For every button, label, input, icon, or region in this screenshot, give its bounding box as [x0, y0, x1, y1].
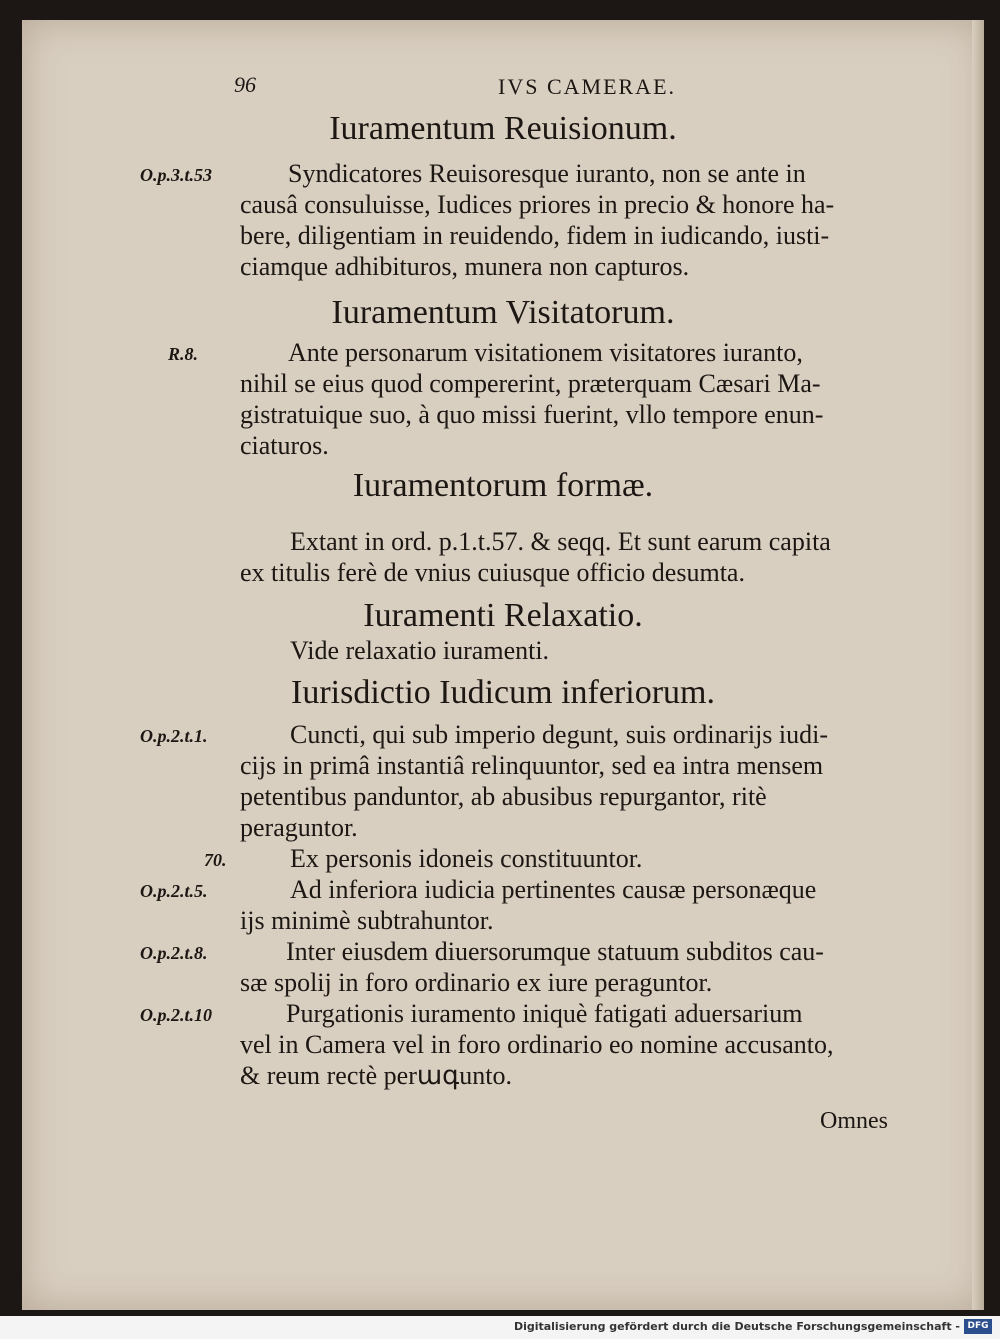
text-line: cijs in primâ instantiâ relinquuntor, sed ea intra mensem — [240, 751, 824, 780]
footer-bar — [0, 1316, 1000, 1339]
text-line: Ante personarum visitationem visitatores iuranto, — [288, 338, 803, 367]
marginal-note: O.p.2.t.1. — [140, 726, 208, 746]
text-line: bere, diligentiam in reuidendo, fidem in iudicando, iusti- — [240, 221, 830, 250]
catchword: Omnes — [820, 1108, 888, 1134]
text-line: ex titulis ferè de vnius cuiusque officio desumta. — [240, 558, 745, 587]
text-line: Ad inferiora iudicia pertinentes causæ personæque — [290, 875, 817, 904]
section-heading: Iuramenti Relaxatio. — [363, 597, 643, 634]
text-line: peraguntor. — [240, 813, 358, 842]
section-heading: Iuramentum Visitatorum. — [331, 294, 675, 331]
running-title: IVS CAMERAE. — [498, 74, 677, 99]
text-line: causâ consuluisse, Iudices priores in precio & honore ha- — [240, 190, 835, 219]
section-heading: Iuramentorum formæ. — [352, 467, 654, 504]
text-line: Cuncti, qui sub imperio degunt, suis ordinarijs iudi- — [290, 720, 829, 749]
section-heading: Iuramentum Reuisionum. — [329, 110, 677, 147]
text-line: Purgationis iuramento iniquè fatigati aduersarium — [286, 999, 803, 1028]
book-page — [22, 20, 984, 1310]
text-line: Ex personis idoneis constituuntor. — [290, 844, 643, 873]
text-line: ijs minimè subtrahuntor. — [240, 906, 494, 935]
page-number: 96 — [234, 72, 256, 97]
marginal-note: O.p.3.t.53 — [140, 165, 212, 185]
text-line: Vide relaxatio iuramenti. — [290, 636, 550, 665]
footer-credit: Digitalisierung gefördert durch die Deutsche Forschungsgemeinschaft - — [513, 1320, 960, 1333]
marginal-note: O.p.2.t.5. — [140, 881, 208, 901]
marginal-note: O.p.2.t.10 — [140, 1005, 212, 1025]
text-line: vel in Camera vel in foro ordinario eo nomine accusanto, — [240, 1030, 834, 1059]
text-line: Extant in ord. p.1.t.57. & seqq. Et sunt earum capita — [290, 527, 831, 556]
text-line: Syndicatores Reuisoresque iuranto, non se ante in — [288, 159, 806, 188]
text-line: sæ spolij in foro ordinario ex iure peraguntor. — [240, 968, 713, 997]
page-gutter — [972, 20, 984, 1310]
running-head — [22, 72, 984, 112]
text-line: Inter eiusdem diuersorumque statuum subditos cau- — [286, 937, 824, 966]
marginal-note: O.p.2.t.8. — [140, 943, 208, 963]
marginal-note: R.8. — [168, 344, 199, 364]
text-line: petentibus panduntor, ab abusibus repurgantor, ritè — [240, 782, 767, 811]
text-line: nihil se eius quod compererint, præterquam Cæsari Ma- — [240, 369, 821, 398]
text-line: & reum rectè perագunto. — [240, 1061, 512, 1090]
dfg-logo-icon: DFG — [964, 1319, 992, 1334]
text-line: ciamque adhibituros, munera non capturos. — [240, 252, 690, 281]
text-line: gistratuique suo, à quo missi fuerint, vllo tempore enun- — [240, 400, 824, 429]
section-heading: Iurisdictio Iudicum inferiorum. — [291, 674, 715, 711]
text-line: ciaturos. — [240, 431, 329, 460]
marginal-note: 70. — [204, 850, 227, 870]
